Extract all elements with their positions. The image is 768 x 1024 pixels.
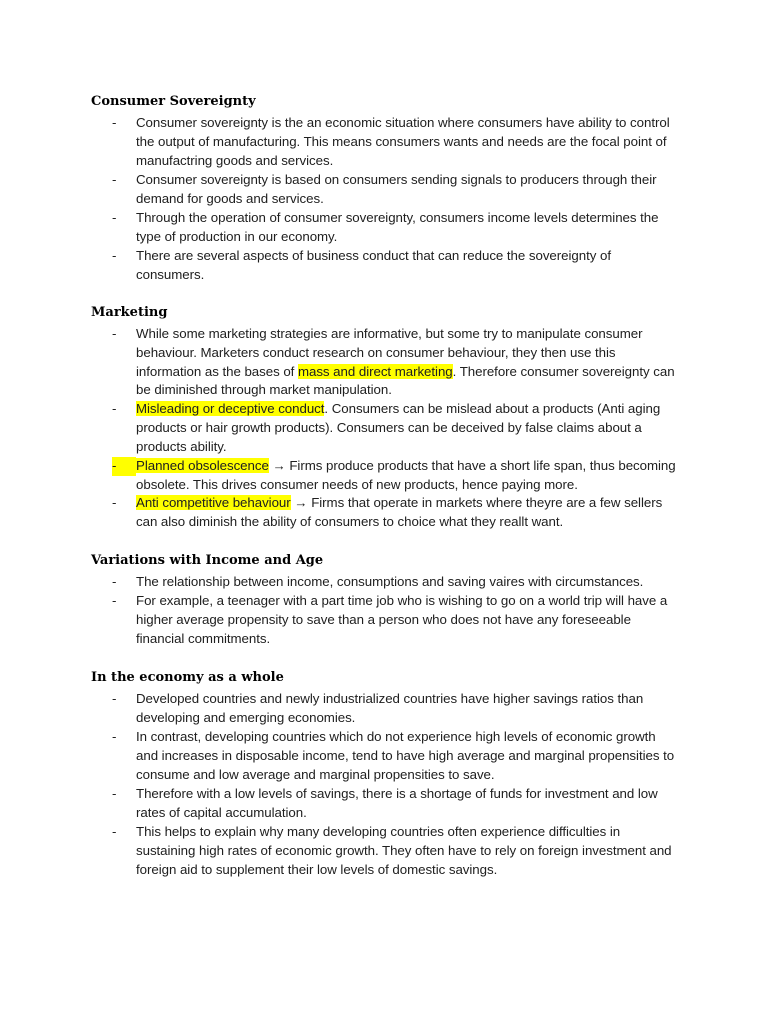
highlighted-text: Misleading or deceptive conduct [136, 401, 325, 416]
list-item-text [136, 592, 676, 648]
text-segment: Through the operation of consumer sovereignty, consumers income levels determines the type of production in our economy. [136, 210, 659, 244]
text-segment: → Firms produce products that have a short life span, thus becoming obsolete. This drives consumer needs of new products, hence paying more. [136, 458, 676, 492]
list-item-text [136, 209, 676, 247]
list-item-text [136, 823, 676, 879]
bullet-dash: - [112, 401, 117, 416]
bullet-dash: - [112, 248, 117, 263]
bullet-dash: - [112, 210, 117, 225]
list-item-text [136, 728, 676, 784]
bullet-dash: - [112, 172, 117, 187]
bullet-dash: - [112, 593, 117, 608]
text-segment: → Firms that operate in markets where theyre are a few sellers can also diminish the ability of consumers to choice what they reallt want. [136, 495, 663, 529]
text-segment: For example, a teenager with a part time job who is wishing to go on a world trip will have a higher average propensity to save than a person who does not have any foreseeable financial commitments. [136, 593, 668, 646]
list-item-text [136, 114, 676, 170]
section-heading: Consumer Sovereignty [91, 94, 256, 109]
bullet-dash: - [112, 824, 117, 839]
list-item-text [136, 690, 676, 728]
list-item-text [136, 171, 676, 209]
list-item-text [136, 457, 676, 495]
bullet-dash: - [112, 574, 117, 589]
bullet-dash: - [112, 786, 117, 801]
bullet-dash: - [112, 115, 117, 130]
text-segment: In contrast, developing countries which do not experience high levels of economic growth and increases in disposable income, tend to have high average and marginal propensities to consume and low average and marginal propensities to save. [136, 729, 675, 782]
text-segment: Developed countries and newly industrialized countries have higher savings ratios than developing and emerging economies. [136, 691, 644, 725]
bullet-dash: - [112, 495, 117, 510]
section-heading: In the economy as a whole [91, 670, 284, 685]
bullet-dash: - [112, 729, 117, 744]
text-segment: . Therefore consumer sovereignty can be diminished through market manipulation. [136, 363, 675, 398]
list-item-text [136, 494, 676, 532]
list-item-text [136, 325, 676, 400]
section-heading: Variations with Income and Age [91, 553, 324, 568]
text-segment: . Consumers can be mislead about a products (Anti aging products or hair growth products). Consumers can be deceived by false claims about a products ability. [136, 401, 661, 454]
text-segment: Consumer sovereignty is based on consumers sending signals to producers through their demand for goods and services. [136, 172, 657, 206]
text-segment: This helps to explain why many developing countries often experience difficulties in sustaining high rates of economic growth. They often have to rely on foreign investment and foreign aid to supplement their low levels of domestic savings. [136, 824, 672, 877]
list-item-text [136, 400, 676, 456]
highlighted-text: Planned obsolescence [136, 458, 269, 473]
text-segment: There are several aspects of business conduct that can reduce the sovereignty of consumers. [136, 248, 611, 282]
list-item-text [136, 573, 676, 592]
highlighted-text: Anti competitive behaviour [136, 495, 291, 510]
section-heading: Marketing [91, 305, 168, 320]
bullet-dash: - [112, 326, 117, 341]
text-segment: Consumer sovereignty is the an economic situation where consumers have ability to control the output of manufacturing. This means consumers wants and needs are the focal point of manufactring goods and services. [136, 115, 670, 168]
bullet-dash: - [112, 457, 136, 476]
list-item-text [136, 247, 676, 285]
list-item-text [136, 785, 676, 823]
text-segment: Therefore with a low levels of savings, there is a shortage of funds for investment and low rates of capital accumulation. [136, 786, 658, 820]
text-segment: While some marketing strategies are informative, but some try to manipulate consumer behaviour. Marketers conduct research on consumer behaviour, they then use this information as the bases of [136, 326, 643, 379]
bullet-dash: - [112, 691, 117, 706]
text-segment: The relationship between income, consumptions and saving vaires with circumstances. [136, 574, 644, 589]
highlighted-text: mass and direct marketing [297, 363, 453, 379]
